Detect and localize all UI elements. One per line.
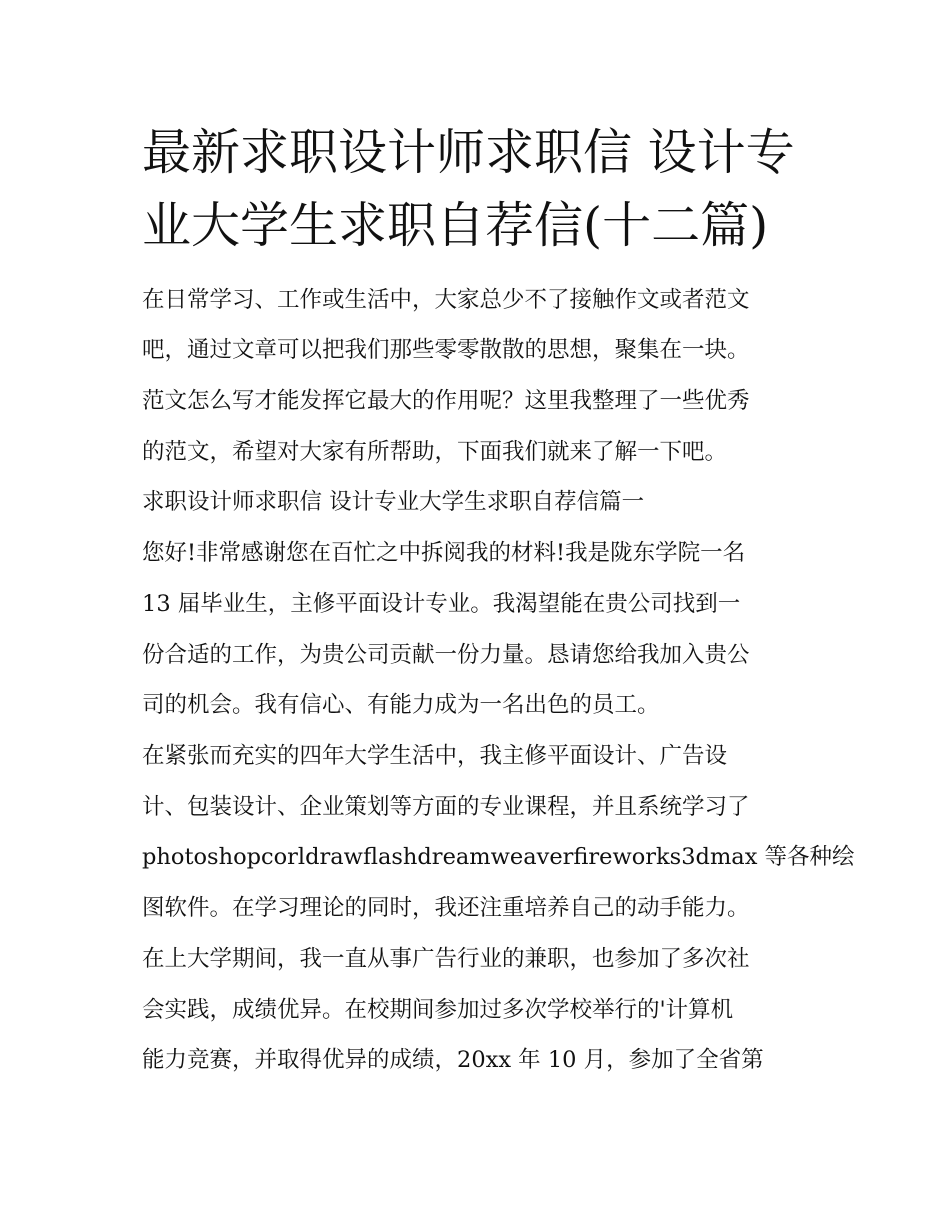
body-line-16: 能力竞赛，并取得优异的成绩，20xx 年 10 月，参加了全省第: [142, 1047, 764, 1073]
body-line-14: 在上大学期间，我一直从事广告行业的兼职，也参加了多次社: [142, 946, 750, 972]
body-line-13: 图软件。在学习理论的同时，我还注重培养自己的动手能力。: [142, 895, 750, 921]
body-line-7: 13 届毕业生，主修平面设计专业。我渴望能在贵公司找到一: [142, 591, 741, 617]
body-line-1: 在日常学习、工作或生活中，大家总少不了接触作文或者范文: [142, 287, 750, 313]
body-line-2: 吧，通过文章可以把我们那些零零散散的思想，聚集在一块。: [142, 337, 750, 363]
body-line-6: 您好!非常感谢您在百忙之中拆阅我的材料!我是陇东学院一名: [142, 540, 746, 566]
body-line-15: 会实践，成绩优异。在校期间参加过多次学校举行的'计算机: [142, 997, 734, 1023]
body-line-11: 计、包装设计、企业策划等方面的专业课程，并且系统学习了: [142, 794, 750, 820]
title-line-2: 业大学生求职自荐信(十二篇): [142, 197, 769, 254]
body-line-9: 司的机会。我有信心、有能力成为一名出色的员工。: [142, 692, 660, 718]
body-line-8: 份合适的工作，为贵公司贡献一份力量。恳请您给我加入贵公: [142, 642, 750, 668]
body-line-4: 的范文，希望对大家有所帮助，下面我们就来了解一下吧。: [142, 439, 728, 465]
body-line-3: 范文怎么写才能发挥它最大的作用呢？这里我整理了一些优秀: [142, 388, 750, 414]
body-line-10: 在紧张而充实的四年大学生活中，我主修平面设计、广告设: [142, 743, 728, 769]
section-heading: 求职设计师求职信 设计专业大学生求职自荐信篇一: [142, 489, 645, 515]
title-line-1: 最新求职设计师求职信 设计专: [142, 124, 795, 181]
document-title: [142, 116, 822, 262]
body-line-12: photoshopcorldrawflashdreamweaverfireworks3dmax 等各种绘: [142, 844, 855, 870]
